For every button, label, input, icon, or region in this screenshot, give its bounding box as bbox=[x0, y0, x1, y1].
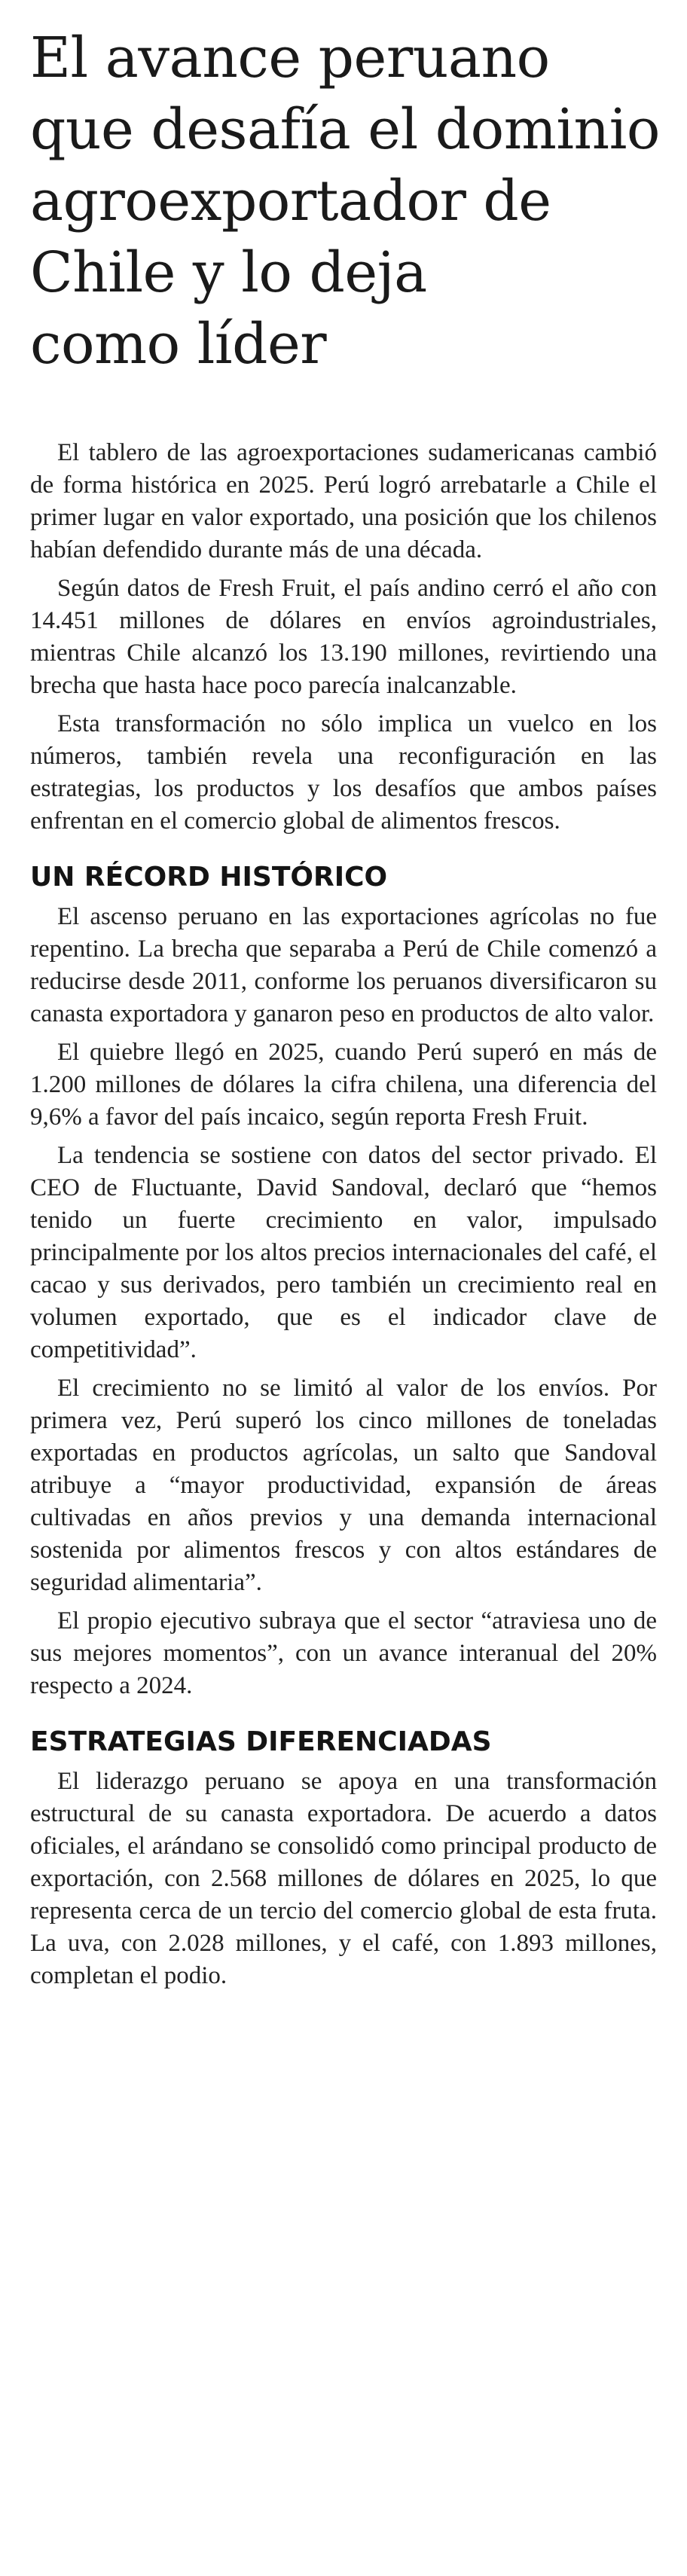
article-body bbox=[30, 437, 657, 1998]
headline-line: Chile y lo deja bbox=[30, 240, 427, 305]
body-paragraph: El ascenso peruano en las exportaciones agrícolas no fue repentino. La brecha que separaba a Perú de Chile comenzó a reducirse desde 2011, conforme los peruanos diversificaron su canasta exportadora y ganaron peso en productos de alto valor. bbox=[30, 903, 657, 1027]
headline-line: que desafía el dominio bbox=[30, 97, 660, 162]
headline bbox=[30, 23, 663, 380]
intro-paragraph: El tablero de las agroexportaciones sudamericanas cambió de forma histórica en 2025. Perú logró arrebatarle a Chile el primer lugar en valor exportado, una posición que los chilenos habían defendido durante más de una década. bbox=[30, 439, 657, 563]
section-heading-record: UN RÉCORD HISTÓRICO bbox=[30, 862, 388, 893]
headline-line: El avance peruano bbox=[30, 26, 550, 90]
body-paragraph: El crecimiento no se limitó al valor de los envíos. Por primera vez, Perú superó los cinco millones de toneladas exportadas en productos agrícolas, un salto que Sandoval atribuye a “mayor productividad, expansión de áreas cultivadas en años previos y una demanda internacional sostenida por alimentos frescos y con altos estándares de seguridad alimentaria”. bbox=[30, 1375, 657, 1596]
intro-paragraph: Esta transformación no sólo implica un vuelco en los números, también revela una reconfiguración en las estrategias, los productos y los desafíos que ambos países enfrentan en el comercio global de alimentos frescos. bbox=[30, 710, 657, 835]
section-heading-estrategias: ESTRATEGIAS DIFERENCIADAS bbox=[30, 1726, 492, 1757]
intro-paragraph: Según datos de Fresh Fruit, el país andino cerró el año con 14.451 millones de dólares en envíos agroindustriales, mientras Chile alcanzó los 13.190 millones, revirtiendo una brecha que hasta hace poco parecía inalcanzable. bbox=[30, 575, 657, 699]
headline-line: agroexportador de bbox=[30, 169, 551, 233]
body-paragraph: El liderazgo peruano se apoya en una transformación estructural de su canasta exportadora. De acuerdo a datos oficiales, el arándano se consolidó como principal producto de exportación, con 2.568 millones de dólares en 2025, lo que representa cerca de un tercio del comercio global de esta fruta. La uva, con 2.028 millones, y el café, con 1.893 millones, completan el podio. bbox=[30, 1768, 657, 1989]
headline-line: como líder bbox=[30, 312, 327, 377]
body-paragraph: El propio ejecutivo subraya que el sector “atraviesa uno de sus mejores momentos”, con un avance interanual del 20% respecto a 2024. bbox=[30, 1607, 657, 1699]
body-paragraph: La tendencia se sostiene con datos del sector privado. El CEO de Fluctuante, David Sandoval, declaró que “hemos tenido un fuerte crecimiento en valor, impulsado principalmente por los altos precios internacionales del café, el cacao y sus derivados, pero también un crecimiento real en volumen exportado, que es el indicador clave de competitividad”. bbox=[30, 1142, 657, 1363]
body-paragraph: El quiebre llegó en 2025, cuando Perú superó en más de 1.200 millones de dólares la cifra chilena, una diferencia del 9,6% a favor del país incaico, según reporta Fresh Fruit. bbox=[30, 1039, 657, 1131]
